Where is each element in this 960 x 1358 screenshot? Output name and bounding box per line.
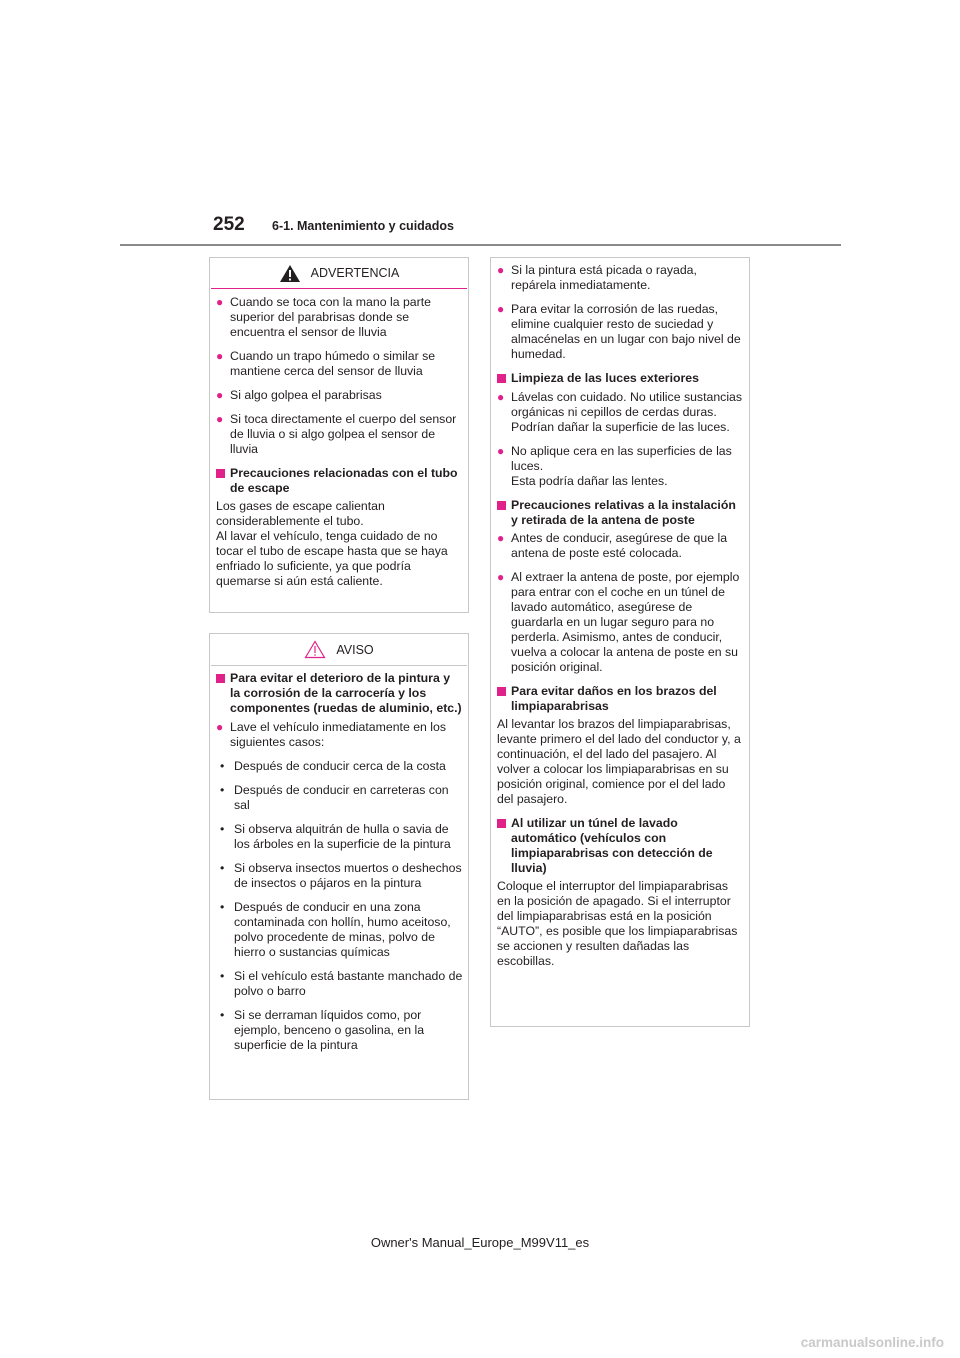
warning-title: ADVERTENCIA — [310, 266, 400, 280]
square-bullet-icon — [216, 674, 225, 683]
warning-triangle-icon — [279, 264, 301, 283]
aviso-bullet: ● Para evitar la corrosión de las ruedas, elimine cualquier resto de suciedad y almacénelas en un lugar con bajo nivel de humedad. — [497, 302, 741, 361]
warning-bullet: ● Si toca directamente el cuerpo del sensor de lluvia o si algo golpea el sensor de lluvia — [216, 412, 457, 456]
bullet-dot-icon: ● — [497, 570, 505, 584]
bullet-dot-icon: ● — [497, 531, 505, 545]
warning-paragraph: Los gases de escape calientan considerablemente el tubo. — [216, 499, 385, 528]
section-title: 6-1. Mantenimiento y cuidados — [272, 219, 454, 233]
aviso-bullet: ● Al extraer la antena de poste, por ejemplo para entrar con el coche en un túnel de lavado automático, asegúrese de guardarla en un lugar seguro para no perderla. Asimismo, antes de conducir, vuelva a colocar la antena de poste en su posición original. — [497, 570, 740, 674]
aviso-continuation-box — [490, 257, 750, 1027]
aviso-list-item: • Si observa insectos muertos o deshechos de insectos o pájaros en la pintura — [220, 861, 462, 890]
bullet-dot-icon: ● — [497, 302, 505, 316]
aviso-bullet: ● Lave el vehículo inmediatamente en los siguientes casos: — [216, 720, 447, 749]
aviso-list-item: • Si el vehículo está bastante manchado de polvo o barro — [220, 969, 463, 998]
aviso-paragraph: Al levantar los brazos del limpiaparabrisas, levante primero el del lado del conductor y, a continuación, el del lado del pasajero. Al volver a colocar los limpiaparabrisas en su posición original, comience por el del lado del pasajero. — [497, 717, 741, 806]
warning-bullet: ● Cuando un trapo húmedo o similar se mantiene cerca del sensor de lluvia — [216, 349, 436, 378]
bullet-dot-icon: ● — [497, 390, 505, 404]
aviso-bullet: ● Antes de conducir, asegúrese de que la antena de poste esté colocada. — [497, 531, 728, 560]
aviso-list-item: • Si se derraman líquidos como, por ejemplo, benceno o gasolina, en la superficie de la pintura — [220, 1008, 425, 1052]
aviso-heading: Para evitar daños en los brazos del limpiaparabrisas — [497, 684, 744, 714]
aviso-list-item: • Después de conducir cerca de la costa — [220, 759, 446, 773]
warning-bullet: ● Si algo golpea el parabrisas — [216, 388, 382, 402]
aviso-bullet: ● Lávelas con cuidado. No utilice sustancias orgánicas ni cepillos de cerdas duras. Podrían dañar la superficie de las luces. — [497, 390, 743, 434]
bullet-dot-icon: ● — [497, 444, 505, 458]
warning-box — [209, 257, 469, 613]
square-bullet-icon — [497, 501, 506, 510]
header-divider — [120, 244, 841, 246]
footer-text: Owner's Manual_Europe_M99V11_es — [370, 1235, 590, 1250]
caution-triangle-icon — [304, 640, 326, 659]
page-number: 252 — [213, 214, 245, 235]
bullet-dot-icon: ● — [216, 349, 224, 363]
aviso-list-item: • Después de conducir en carreteras con sal — [220, 783, 449, 812]
aviso-box — [209, 633, 469, 1100]
bullet-dot-icon: ● — [216, 388, 224, 402]
aviso-bullet: ● No aplique cera en las superficies de las luces. Esta podría dañar las lentes. — [497, 444, 732, 488]
aviso-title: AVISO — [336, 642, 374, 657]
square-bullet-icon — [497, 374, 506, 383]
bullet-dot-icon: ● — [216, 720, 224, 734]
warning-title-bar — [211, 258, 467, 289]
watermark: carmanualsonline.info — [800, 1335, 944, 1350]
aviso-heading: Limpieza de las luces exteriores — [497, 371, 744, 387]
aviso-title-bar — [211, 634, 467, 666]
aviso-list-item: • Si observa alquitrán de hulla o savia de los árboles en la superficie de la pintura — [220, 822, 451, 851]
bullet-dot-icon: ● — [216, 412, 224, 426]
aviso-paragraph: Coloque el interruptor del limpiaparabrisas en la posición de apagado. Si el interruptor del limpiaparabrisas está en la posición “AUTO”, es posible que los limpiaparabrisas se accionen y resulten dañadas las escobillas. — [497, 879, 738, 968]
bullet-dot-icon: ● — [216, 295, 224, 309]
aviso-list-item: • Después de conducir en una zona contaminada con hollín, humo aceitoso, polvo procedente de minas, polvo de hierro o sustancias químicas — [220, 900, 451, 959]
square-bullet-icon — [497, 687, 506, 696]
warning-paragraph: Al lavar el vehículo, tenga cuidado de no tocar el tubo de escape hasta que se haya enfriado lo suficiente, ya que podría quemarse si aún está caliente. — [216, 529, 448, 588]
square-bullet-icon — [216, 469, 225, 478]
bullet-dot-icon: ● — [497, 263, 505, 277]
warning-heading: Precauciones relacionadas con el tubo de escape — [216, 466, 463, 496]
aviso-heading: Para evitar el deterioro de la pintura y la corrosión de la carrocería y los componentes (ruedas de aluminio, etc.) — [216, 671, 463, 716]
aviso-bullet: ● Si la pintura está picada o rayada, repárela inmediatamente. — [497, 263, 697, 292]
warning-bullet: ● Cuando se toca con la mano la parte superior del parabrisas donde se encuentra el sensor de lluvia — [216, 295, 431, 339]
square-bullet-icon — [497, 819, 506, 828]
aviso-heading: Al utilizar un túnel de lavado automático (vehículos con limpiaparabrisas con detección de lluvia) — [497, 816, 744, 876]
aviso-heading: Precauciones relativas a la instalación y retirada de la antena de poste — [497, 498, 744, 528]
